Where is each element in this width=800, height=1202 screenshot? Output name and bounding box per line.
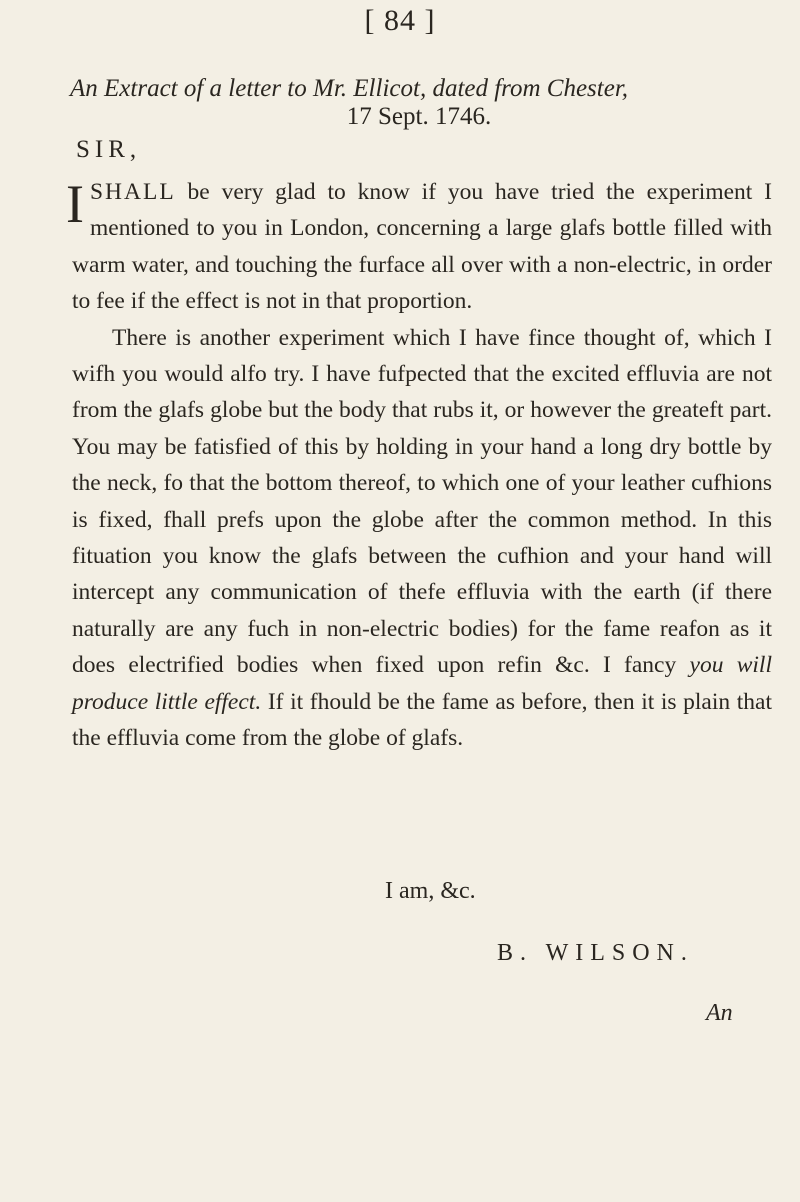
- drop-cap: I: [66, 174, 84, 234]
- salutation: SIR,: [76, 136, 142, 163]
- first-word: SHALL: [89, 179, 176, 205]
- paragraph-2-text-before: There is another experiment which I have fince thought of, which I wifh you would alfo try. I have fufpected that the excited effluvia are not from the glafs globe but the body that rubs it, or however the greateft part. You may be fatisfied of this by holding in your hand a long dry bottle by the neck, fo that the bottom thereof, to which one of your leather cufhions is fixed, fhall prefs upon the globe after the common method. In this fituation you know the glafs between the cufhion and your hand will intercept any communication of thefe effluvia with the earth (if there naturally are any fuch in non-electric bodies) for the fame reafon as it does electrified bodies when fixed upon refin &c. I fancy: [72, 324, 772, 679]
- letter-body: [66, 174, 772, 757]
- closing: I am, &c.: [385, 878, 476, 904]
- signature: B. WILSON.: [497, 940, 694, 966]
- paragraph-1-text: be very glad to know if you have tried the experiment I mentioned to you in London, concerning a large glafs bottle filled with warm water, and touching the furface all over with a non-electric, in order to fee if the effect is not in that proportion.: [72, 179, 772, 315]
- page-number: [ 84 ]: [364, 4, 436, 37]
- paragraph-1: [66, 174, 772, 320]
- paragraph-2-italic: you will produce little effect.: [72, 652, 772, 715]
- catchword: An: [706, 1000, 733, 1026]
- letter-title: An Extract of a letter to Mr. Ellicot, dated from Chester,: [70, 75, 629, 102]
- paragraph-2: [72, 320, 772, 757]
- letter-date: 17 Sept. 1746.: [346, 103, 492, 130]
- letter-header: [64, 74, 774, 132]
- paragraph-2-text-after: If it fhould be the fame as before, then it is plain that the effluvia come from the globe of glafs.: [72, 688, 772, 752]
